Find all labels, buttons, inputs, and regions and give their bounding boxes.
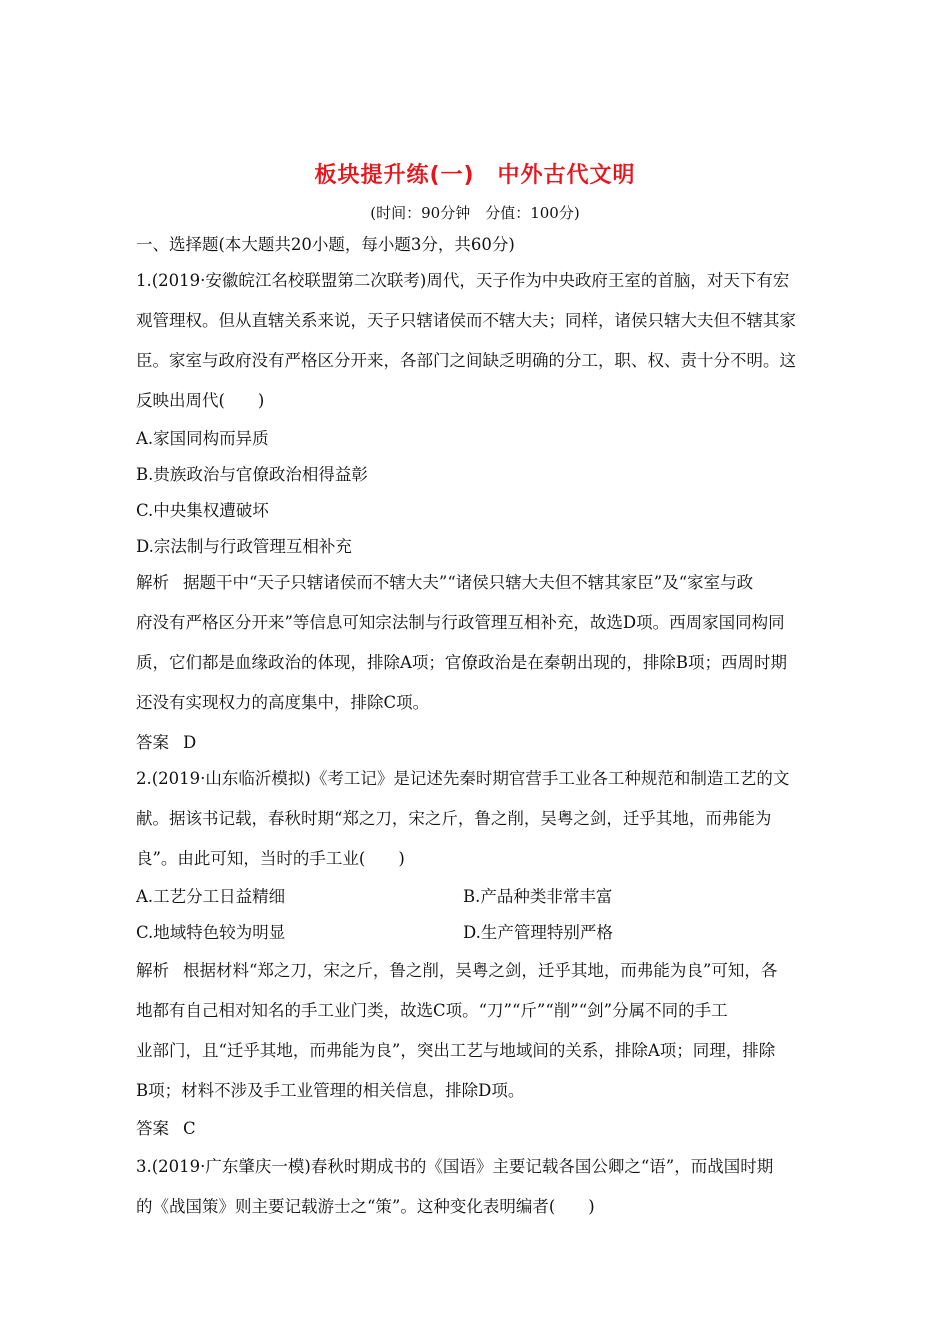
q2-option-c: C.地域特色较为明显 [136,923,286,942]
q3-stem-line: 3.(2019·广东肇庆一模)春秋时期成书的《国语》主要记载各国公卿之“语”，而战国时期 [136,1157,774,1176]
q1-analysis-line: 府没有严格区分开来”等信息可知宗法制与行政管理互相补充，故选D项。西周家国同构同 [136,613,785,632]
q2-analysis-line [136,960,826,982]
q3-stem-line: 的《战国策》则主要记载游士之“策”。这种变化表明编者( ) [136,1197,595,1216]
q2-analysis-line: B项；材料不涉及手工业管理的相关信息，排除D项。 [136,1081,525,1100]
q2-answer [136,1118,826,1140]
q2-analysis-label: 解析 [136,961,169,980]
q1-stem-line: 反映出周代( ) [136,391,265,410]
page-title: 板块提升练(一) 中外古代文明 [314,163,636,188]
q2-option-d: D.生产管理特别严格 [463,923,613,942]
q1-analysis-line [136,572,826,594]
q1-option-a: A.家国同构而异质 [136,429,269,448]
q1-analysis-label: 解析 [136,573,169,592]
q1-stem-line: 观管理权。但从直辖关系来说，天子只辖诸侯而不辖大夫；同样，诸侯只辖大夫但不辖其家 [136,311,796,330]
q2-analysis-text: 根据材料“郑之刀，宋之斤，鲁之削，吴粤之剑，迁乎其地，而弗能为良”可知，各 [183,961,778,980]
q2-stem-line: 2.(2019·山东临沂模拟)《考工记》是记述先秦时期官营手工业各工种规范和制造工艺的文 [136,769,790,788]
q1-stem-line: 1.(2019·安徽皖江名校联盟第二次联考)周代，天子作为中央政府王室的首脑，对天下有宏 [136,271,790,290]
q1-answer-label: 答案 [136,733,169,752]
q1-option-c: C.中央集权遭破坏 [136,501,269,520]
q1-analysis-line: 还没有实现权力的高度集中，排除C项。 [136,693,430,712]
q1-analysis-text: 据题干中“天子只辖诸侯而不辖大夫”“诸侯只辖大夫但不辖其家臣”及“家室与政 [183,573,754,592]
q1-option-d: D.宗法制与行政管理互相补充 [136,537,352,556]
q2-analysis-line: 地都有自己相对知名的手工业门类，故选C项。“刀”“斤”“削”“剑”分属不同的手工 [136,1001,728,1020]
q2-stem-line: 献。据该书记载，春秋时期“郑之刀，宋之斤，鲁之削，吴粤之剑，迁乎其地，而弗能为 [136,809,772,828]
q1-stem-line: 臣。家室与政府没有严格区分开来，各部门之间缺乏明确的分工，职、权、责十分不明。这 [136,351,796,370]
time-score-info: (时间：90分钟 分值：100分) [370,204,580,222]
q2-option-b: B.产品种类非常丰富 [463,887,613,906]
section-heading: 一、选择题(本大题共20小题，每小题3分，共60分) [136,235,515,254]
q1-analysis-line: 质，它们都是血缘政治的体现，排除A项；官僚政治是在秦朝出现的，排除B项；西周时期 [136,653,788,672]
q1-answer [136,732,826,754]
q2-analysis-line: 业部门，且“迁乎其地，而弗能为良”，突出工艺与地域间的关系，排除A项；同理，排除 [136,1041,776,1060]
q1-option-b: B.贵族政治与官僚政治相得益彰 [136,465,368,484]
q2-option-a: A.工艺分工日益精细 [136,887,286,906]
q2-stem-line: 良”。由此可知，当时的手工业( ) [136,849,405,868]
q2-answer-label: 答案 [136,1119,169,1138]
q1-answer-value: D [183,733,197,752]
q2-answer-value: C [183,1119,196,1138]
